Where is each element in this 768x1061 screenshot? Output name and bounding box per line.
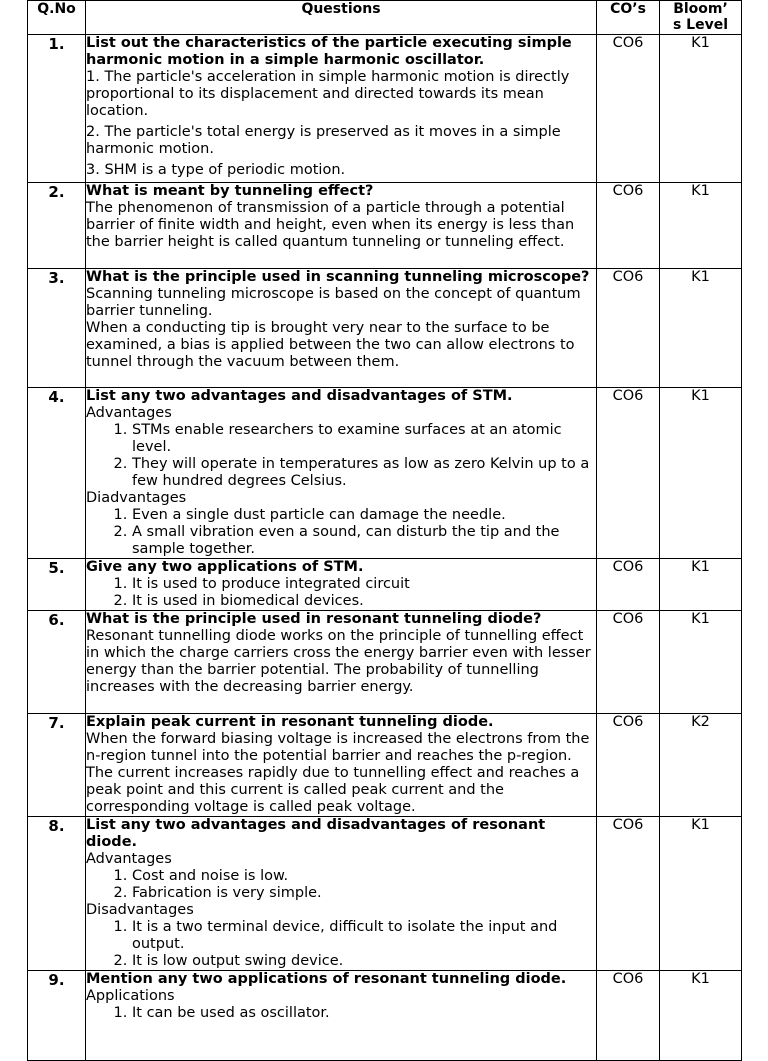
table-row — [28, 971, 742, 1061]
question-number: 5. — [28, 559, 86, 611]
table-row — [28, 559, 742, 611]
header-questions: Questions — [86, 1, 597, 35]
answer-text: 3. SHM is a type of periodic motion. — [86, 162, 346, 178]
list-item: 2. It is low output swing device. — [132, 953, 596, 970]
table-row — [28, 817, 742, 971]
question-cell — [86, 269, 597, 388]
question-number: 3. — [28, 269, 86, 388]
question-cell — [86, 714, 597, 817]
question-cell — [86, 183, 597, 269]
answer-list — [86, 507, 596, 558]
answer-text: When the forward biasing voltage is increased the electrons from the n-region tunnel into the potential barrier and reaches the p-region. The current increases rapidly due to tunnelling effect and reaches a peak point and this current is called peak current and the corresponding voltage is called peak voltage. — [86, 731, 590, 815]
list-item: 1. Cost and noise is low. — [132, 868, 596, 885]
list-item: 1. It is used to produce integrated circuit — [132, 576, 596, 593]
answer-list — [86, 868, 596, 902]
question-title: List any two advantages and disadvantages of STM. — [86, 388, 513, 404]
subheading: Advantages — [86, 405, 172, 421]
blooms-level-value: K1 — [660, 559, 742, 611]
table-row — [28, 269, 742, 388]
table-row — [28, 388, 742, 559]
answer-list — [86, 1005, 596, 1022]
question-number: 6. — [28, 611, 86, 714]
list-item: 1. STMs enable researchers to examine surfaces at an atomic level. — [132, 422, 596, 456]
subheading: Advantages — [86, 851, 172, 867]
question-cell — [86, 611, 597, 714]
co-value: CO6 — [597, 611, 660, 714]
question-cell — [86, 35, 597, 183]
questions-table — [27, 0, 742, 1061]
answer-list — [86, 919, 596, 970]
answer-text: 1. The particle's acceleration in simple harmonic motion is directly proportional to its displacement and directed towards its mean location. — [86, 69, 570, 119]
answer-list — [86, 422, 596, 490]
blooms-level-value: K1 — [660, 183, 742, 269]
table-row — [28, 183, 742, 269]
answer-list — [86, 576, 596, 610]
answer-text: When a conducting tip is brought very near to the surface to be examined, a bias is applied between the two can allow electrons to tunnel through the vacuum between them. — [86, 320, 575, 370]
table-row — [28, 35, 742, 183]
blooms-level-value: K1 — [660, 611, 742, 714]
question-title: What is meant by tunneling effect? — [86, 183, 374, 199]
blooms-level-value: K1 — [660, 817, 742, 971]
question-title: What is the principle used in resonant tunneling diode? — [86, 611, 542, 627]
list-item: 2. Fabrication is very simple. — [132, 885, 596, 902]
blooms-level-value: K2 — [660, 714, 742, 817]
co-value: CO6 — [597, 971, 660, 1061]
question-title: List out the characteristics of the particle executing simple harmonic motion in a simple harmonic oscillator. — [86, 35, 572, 68]
question-cell — [86, 559, 597, 611]
list-item: 1. Even a single dust particle can damage the needle. — [132, 507, 596, 524]
question-number: 9. — [28, 971, 86, 1061]
question-number: 8. — [28, 817, 86, 971]
answer-text: Scanning tunneling microscope is based on the concept of quantum barrier tunneling. — [86, 286, 581, 319]
header-blooms-line1: Bloom’ — [673, 1, 728, 17]
table-row — [28, 714, 742, 817]
list-item: 1. It can be used as oscillator. — [132, 1005, 596, 1022]
co-value: CO6 — [597, 269, 660, 388]
list-item: 2. They will operate in temperatures as low as zero Kelvin up to a few hundred degrees Celsius. — [132, 456, 596, 490]
question-number: 2. — [28, 183, 86, 269]
question-title: Explain peak current in resonant tunneling diode. — [86, 714, 494, 730]
co-value: CO6 — [597, 817, 660, 971]
question-number: 1. — [28, 35, 86, 183]
question-number: 7. — [28, 714, 86, 817]
co-value: CO6 — [597, 714, 660, 817]
subheading: Applications — [86, 988, 175, 1004]
question-title: Give any two applications of STM. — [86, 559, 364, 575]
header-blooms-line2: s Level — [672, 17, 729, 33]
list-item: 2. A small vibration even a sound, can disturb the tip and the sample together. — [132, 524, 596, 558]
question-cell — [86, 971, 597, 1061]
blooms-level-value: K1 — [660, 35, 742, 183]
answer-text: 2. The particle's total energy is preserved as it moves in a simple harmonic motion. — [86, 124, 561, 157]
answer-text: Resonant tunnelling diode works on the principle of tunnelling effect in which the charge carriers cross the energy barrier even with lesser energy than the barrier potential. The probability of tunnelling increases with the decreasing barrier energy. — [86, 628, 591, 695]
table-row — [28, 611, 742, 714]
question-cell — [86, 388, 597, 559]
list-item: 1. It is a two terminal device, difficult to isolate the input and output. — [132, 919, 596, 953]
header-qno: Q.No — [28, 1, 86, 35]
question-title: Mention any two applications of resonant tunneling diode. — [86, 971, 567, 987]
header-row — [28, 1, 742, 35]
question-title: What is the principle used in scanning tunneling microscope? — [86, 269, 590, 285]
blooms-level-value: K1 — [660, 269, 742, 388]
answer-text: The phenomenon of transmission of a particle through a potential barrier of finite width and height, even when its energy is less than the barrier height is called quantum tunneling or tunneling effect. — [86, 200, 575, 250]
list-item: 2. It is used in biomedical devices. — [132, 593, 596, 610]
question-title: List any two advantages and disadvantages of resonant diode. — [86, 817, 546, 850]
subheading: Disadvantages — [86, 902, 194, 918]
blooms-level-value: K1 — [660, 388, 742, 559]
question-number: 4. — [28, 388, 86, 559]
blooms-level-value: K1 — [660, 971, 742, 1061]
co-value: CO6 — [597, 35, 660, 183]
co-value: CO6 — [597, 183, 660, 269]
co-value: CO6 — [597, 559, 660, 611]
question-cell — [86, 817, 597, 971]
header-cos: CO’s — [597, 1, 660, 35]
header-blooms-level — [660, 1, 742, 35]
subheading: Diadvantages — [86, 490, 187, 506]
co-value: CO6 — [597, 388, 660, 559]
